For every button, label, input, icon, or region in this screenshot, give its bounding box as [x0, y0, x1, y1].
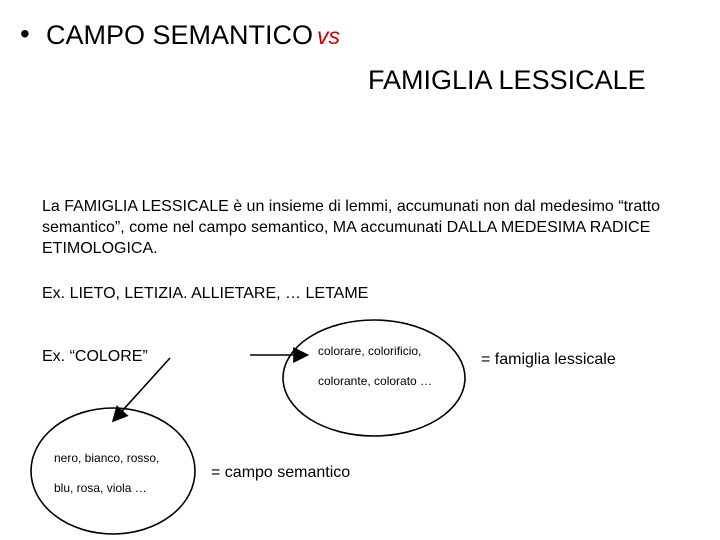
- family-circle-line1: colorare, colorificio,: [318, 344, 422, 358]
- family-circle-line2: colorante, colorato …: [318, 374, 433, 388]
- family-label: = famiglia lessicale: [481, 351, 616, 368]
- semantic-circle-line1: nero, bianco, rosso,: [54, 451, 160, 465]
- semantic-circle: [31, 408, 195, 534]
- example-colore: Ex. “COLORE”: [42, 348, 148, 365]
- definition-paragraph: La FAMIGLIA LESSICALE è un insieme di lemmi, accumunati non dal medesimo “tratto semantico”, come nel campo semantico, MA accumunati DALLA MEDESIMA RADICE ETIMOLOGICA.: [42, 198, 661, 257]
- title-campo-semantico: CAMPO SEMANTICO: [46, 20, 314, 50]
- semantic-circle-line2: blu, rosa, viola …: [54, 481, 147, 495]
- title-bullet: •: [20, 18, 30, 49]
- slide-title-line1: [46, 20, 340, 51]
- semantic-label: = campo semantico: [211, 464, 351, 481]
- slide-title-line2: FAMIGLIA LESSICALE: [368, 65, 646, 95]
- title-vs: vs: [317, 23, 341, 49]
- arrow-to-semantic: [114, 358, 170, 420]
- example-lieto: Ex. LIETO, LETIZIA. ALLIETARE, … LETAME: [42, 285, 369, 302]
